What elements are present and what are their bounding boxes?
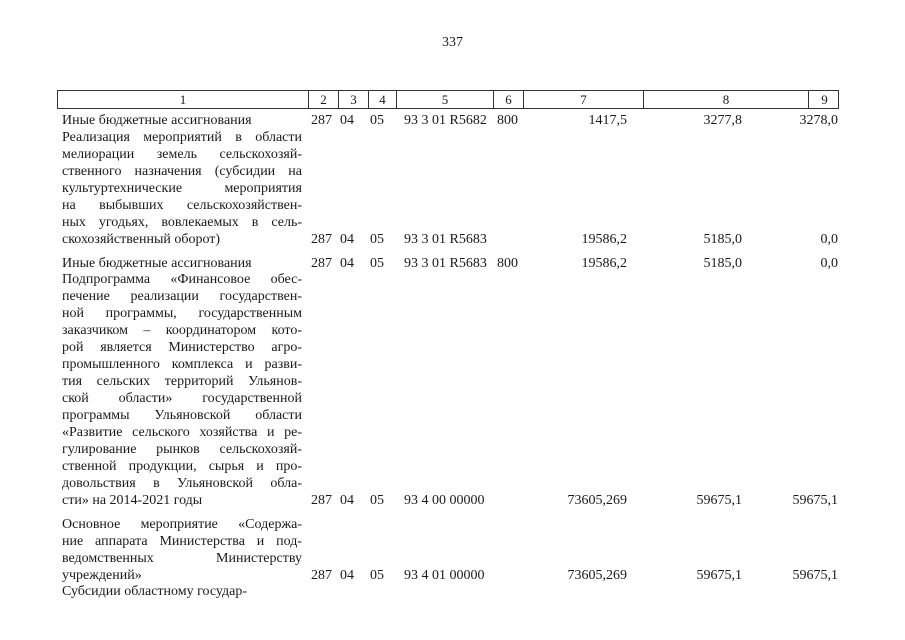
row-description [62,516,302,584]
description-line: Основное мероприятие «Содержа- [62,517,302,532]
cell-c5: 93 3 01 R5683 [404,232,487,247]
cell-c6: 800 [497,113,518,128]
header-col-6: 6 [493,91,523,108]
description-line: ной программы, государственным [62,306,302,321]
cell-c8: 59675,1 [696,493,742,508]
description-line: заказчиком – координатором кото- [62,323,302,338]
description-line: довольствия в Ульяновской обла- [62,476,302,491]
cell-c9: 59675,1 [792,568,838,583]
description-line: Подпрограмма «Финансовое обес- [62,272,302,287]
header-col-5: 5 [396,91,493,108]
cell-c2: 287 [311,493,332,508]
description-line: «Развитие сельского хозяйства и ре- [62,425,302,440]
header-col-9: 9 [808,91,840,108]
description-line: скохозяйственный оборот) [62,232,221,247]
cell-c3: 04 [340,568,354,583]
cell-c2: 287 [311,256,332,271]
description-line: Субсидии областному государ- [62,584,248,599]
description-line: ственной продукции, сырья и про- [62,459,302,474]
row-description [62,255,302,272]
cell-c2: 287 [311,113,332,128]
cell-c5: 93 3 01 R5683 [404,256,487,271]
cell-c3: 04 [340,256,354,271]
header-col-8: 8 [643,91,808,108]
description-line: ных угодьях, вовлекаемых в сель- [62,215,302,230]
cell-c4: 05 [370,493,384,508]
cell-c3: 04 [340,232,354,247]
cell-c5: 93 4 00 00000 [404,493,485,508]
description-line: промышленного комплекса и разви- [62,357,302,372]
cell-c9: 59675,1 [792,493,838,508]
cell-c6: 800 [497,256,518,271]
cell-c3: 04 [340,113,354,128]
cell-c8: 59675,1 [696,568,742,583]
header-col-7: 7 [523,91,643,108]
cell-c9: 3278,0 [799,113,838,128]
description-line: рой является Министерство агро- [62,340,302,355]
table-header [57,90,839,109]
description-line: на выбывших сельскохозяйствен- [62,198,302,213]
cell-c3: 04 [340,493,354,508]
cell-c9: 0,0 [820,232,838,247]
cell-c2: 287 [311,568,332,583]
cell-c7: 1417,5 [588,113,627,128]
cell-c7: 73605,269 [567,493,627,508]
row-description [62,112,302,129]
cell-c8: 3277,8 [703,113,742,128]
cell-c5: 93 3 01 R5682 [404,113,487,128]
cell-c4: 05 [370,568,384,583]
cell-c9: 0,0 [820,256,838,271]
page-number: 337 [442,35,463,50]
description-line: культуртехнические мероприятия [62,181,302,196]
cell-c7: 19586,2 [581,232,627,247]
cell-c4: 05 [370,113,384,128]
cell-c2: 287 [311,232,332,247]
header-col-2: 2 [308,91,338,108]
description-line: ние аппарата Министерства и под- [62,534,302,549]
header-col-1: 1 [179,92,187,107]
row-description [62,583,302,600]
row-description [62,271,302,509]
description-line: учреждений» [62,568,142,583]
description-line: Реализация мероприятий в области [62,130,302,145]
cell-c4: 05 [370,256,384,271]
header-col-4: 4 [368,91,396,108]
description-line: тия сельских территорий Ульянов- [62,374,302,389]
cell-c8: 5185,0 [703,256,742,271]
cell-c7: 73605,269 [567,568,627,583]
cell-c5: 93 4 01 00000 [404,568,485,583]
cell-c4: 05 [370,232,384,247]
description-line: ской области» государственной [62,391,302,406]
description-line: Иные бюджетные ассигнования [62,256,252,271]
description-line: Иные бюджетные ассигнования [62,113,252,128]
row-description [62,129,302,248]
description-line: печение реализации государствен- [62,289,302,304]
description-line: гулирование рынков сельскохозяй- [62,442,302,457]
description-line: мелиорации земель сельскохозяй- [62,147,302,162]
description-line: ственного назначения (субсидии на [62,164,302,179]
cell-c8: 5185,0 [703,232,742,247]
description-line: программы Ульяновской области [62,408,302,423]
description-line: ведомственных Министерству [62,551,302,566]
description-line: сти» на 2014-2021 годы [62,493,203,508]
header-col-3: 3 [338,91,368,108]
cell-c7: 19586,2 [581,256,627,271]
